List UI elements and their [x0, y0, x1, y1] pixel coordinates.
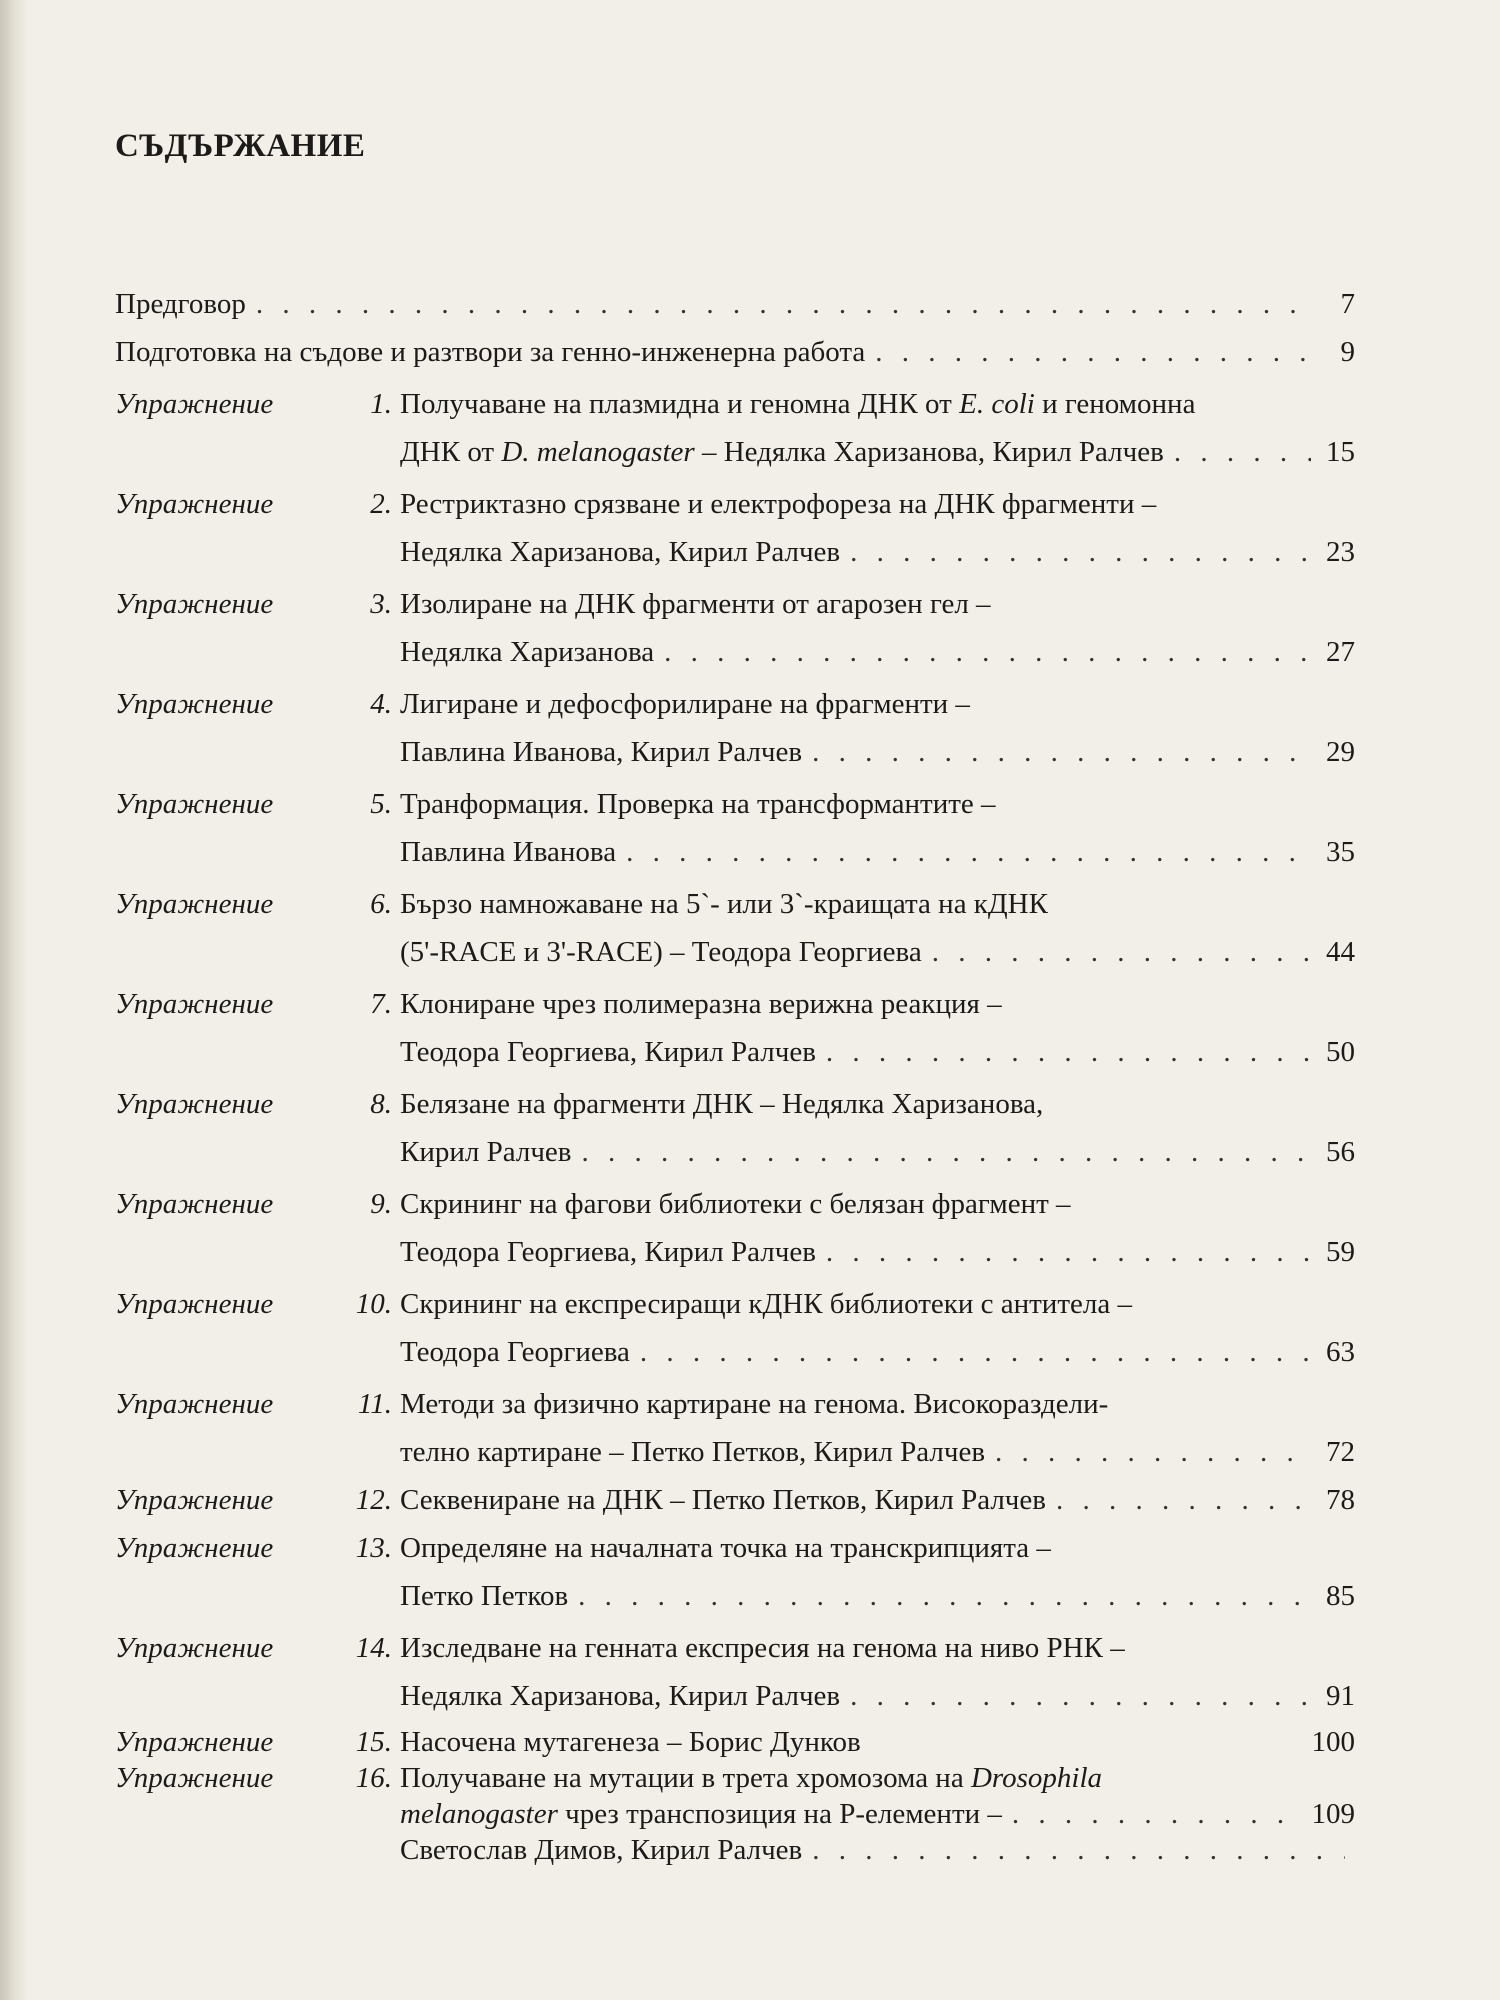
- exercise-number: 9.: [370, 1188, 392, 1220]
- exercise-label: Упражнение: [115, 1088, 274, 1120]
- leader-dots: [850, 1672, 1311, 1720]
- toc-exercise-5: [115, 780, 1355, 876]
- toc-exercise-7: [115, 980, 1355, 1076]
- title-line: Получаване на мутации в трета хромозома на Drosophila: [400, 1762, 1103, 1794]
- page-number: 63: [1326, 1336, 1355, 1368]
- toc-exercise-10: [115, 1280, 1355, 1376]
- exercise-label: Упражнение: [115, 1726, 274, 1758]
- toc-exercise-8: [115, 1080, 1355, 1176]
- title-line: Методи за физично картиране на генома. Високораздели-: [400, 1388, 1109, 1420]
- leader-dots: [581, 1128, 1311, 1176]
- title-line: Теодора Георгиева, Кирил Ралчев: [400, 1036, 816, 1068]
- exercise-number: 8.: [370, 1088, 392, 1120]
- page-number: 50: [1326, 1036, 1355, 1068]
- toc-exercise-3: [115, 580, 1355, 676]
- page-number: 44: [1326, 936, 1355, 968]
- exercise-number: 1.: [370, 388, 392, 420]
- title-line: Насочена мутагенеза – Борис Дунков: [400, 1726, 861, 1758]
- title-line: Петко Петков: [400, 1580, 569, 1612]
- exercise-number: 11.: [357, 1388, 392, 1420]
- title-line: Павлина Иванова: [400, 836, 617, 868]
- toc-exercise-15: [115, 1724, 1355, 1760]
- exercise-number: 7.: [370, 988, 392, 1020]
- page-title: СЪДЪРЖАНИЕ: [115, 128, 366, 164]
- exercise-label: Упражнение: [115, 1632, 274, 1664]
- exercise-label: Упражнение: [115, 488, 274, 520]
- title-line: Изолиране на ДНК фрагменти от агарозен гел –: [400, 588, 991, 620]
- title-line: Недялка Харизанова, Кирил Ралчев: [400, 1680, 841, 1712]
- page-number: 7: [1340, 288, 1355, 320]
- title-line: Лигиране и дефосфорилиране на фрагменти –: [400, 688, 970, 720]
- page-number: 100: [1311, 1726, 1355, 1758]
- exercise-label: Упражнение: [115, 588, 274, 620]
- exercise-number: 14.: [355, 1632, 392, 1664]
- table-of-contents: [115, 280, 1355, 1868]
- page-number: 78: [1326, 1484, 1355, 1516]
- exercise-label: Упражнение: [115, 888, 274, 920]
- title-line: Бързо намножаване на 5`- или 3`-краищата на кДНК: [400, 888, 1048, 920]
- leader-dots: [875, 328, 1311, 376]
- title-line: Павлина Иванова, Кирил Ралчев: [400, 736, 803, 768]
- exercise-number: 13.: [355, 1532, 392, 1564]
- page-number: 9: [1340, 336, 1355, 368]
- page-number: 72: [1326, 1436, 1355, 1468]
- exercise-number: 2.: [370, 488, 392, 520]
- leader-dots: [1056, 1476, 1311, 1524]
- page-number: 27: [1326, 636, 1355, 668]
- exercise-label: Упражнение: [115, 1762, 274, 1794]
- toc-exercise-1: [115, 380, 1355, 476]
- toc-exercise-11: [115, 1380, 1355, 1476]
- title-line: Теодора Георгиева, Кирил Ралчев: [400, 1236, 816, 1268]
- page-number: 15: [1326, 436, 1355, 468]
- title-line: Рестриктазно срязване и електрофореза на ДНК фрагменти –: [400, 488, 1157, 520]
- title-line: Теодора Георгиева: [400, 1336, 630, 1368]
- page-number: 85: [1326, 1580, 1355, 1612]
- toc-entry-title: Подготовка на съдове и разтвори за генно-инженерна работа: [115, 336, 866, 368]
- leader-dots: [995, 1428, 1311, 1476]
- exercise-number: 10.: [355, 1288, 392, 1320]
- toc-exercise-4: [115, 680, 1355, 776]
- title-line: Транформация. Проверка на трансформантите –: [400, 788, 996, 820]
- leader-dots: [1174, 428, 1311, 476]
- page-number: 29: [1326, 736, 1355, 768]
- title-line: Светослав Димов, Кирил Ралчев: [400, 1834, 803, 1866]
- exercise-label: Упражнение: [115, 1532, 274, 1564]
- exercise-label: Упражнение: [115, 1388, 274, 1420]
- title-line: ДНК от D. melanogaster – Недялка Харизанова, Кирил Ралчев: [400, 436, 1164, 468]
- exercise-number: 15.: [355, 1726, 392, 1758]
- exercise-number: 6.: [370, 888, 392, 920]
- leader-dots: [256, 280, 1311, 328]
- title-line: melanogaster чрез транспозиция на Р-елементи –: [400, 1798, 1002, 1830]
- exercise-number: 16.: [355, 1762, 392, 1794]
- toc-exercise-6: [115, 880, 1355, 976]
- title-line: Скрининг на фагови библиотеки с белязан фрагмент –: [400, 1188, 1071, 1220]
- title-line: Недялка Харизанова: [400, 636, 655, 668]
- toc-exercise-9: [115, 1180, 1355, 1276]
- exercise-number: 12.: [355, 1484, 392, 1516]
- page-number: 91: [1326, 1680, 1355, 1712]
- toc-entry-title: Предговор: [115, 288, 246, 320]
- exercise-label: Упражнение: [115, 988, 274, 1020]
- leader-dots: [826, 1228, 1311, 1276]
- exercise-label: Упражнение: [115, 388, 274, 420]
- title-line: (5'-RACE и 3'-RACE) – Теодора Георгиева: [400, 936, 922, 968]
- leader-dots: [578, 1572, 1311, 1620]
- title-line: Скрининг на експресиращи кДНК библиотеки с антитела –: [400, 1288, 1132, 1320]
- toc-exercise-2: [115, 480, 1355, 576]
- toc-exercise-13: [115, 1524, 1355, 1620]
- exercise-number: 3.: [370, 588, 392, 620]
- leader-dots: [812, 728, 1311, 776]
- toc-exercise-12: [115, 1476, 1355, 1524]
- exercise-number: 4.: [370, 688, 392, 720]
- exercise-number: 5.: [370, 788, 392, 820]
- exercise-label: Упражнение: [115, 688, 274, 720]
- title-line: Определяне на началната точка на транскрипцията –: [400, 1532, 1051, 1564]
- toc-exercise-14: [115, 1624, 1355, 1720]
- title-line: Клониране чрез полимеразна верижна реакция –: [400, 988, 1002, 1020]
- title-line: телно картиране – Петко Петков, Кирил Ралчев: [400, 1436, 986, 1468]
- leader-dots: [812, 1832, 1345, 1868]
- toc-entry-preface: [115, 280, 1355, 328]
- leader-dots: [664, 628, 1311, 676]
- page-number: 109: [1311, 1798, 1355, 1830]
- exercise-label: Упражнение: [115, 1484, 274, 1516]
- title-line: Изследване на генната експресия на генома на ниво РНК –: [400, 1632, 1125, 1664]
- title-line: Недялка Харизанова, Кирил Ралчев: [400, 536, 841, 568]
- exercise-label: Упражнение: [115, 1188, 274, 1220]
- title-line: Получаване на плазмидна и геномна ДНК от E. coli и геномонна: [400, 388, 1196, 420]
- exercise-label: Упражнение: [115, 788, 274, 820]
- leader-dots: [626, 828, 1311, 876]
- exercise-label: Упражнение: [115, 1288, 274, 1320]
- toc-entry-preparation: [115, 328, 1355, 376]
- title-line: Секвениране на ДНК – Петко Петков, Кирил Ралчев: [400, 1484, 1046, 1516]
- page-number: 23: [1326, 536, 1355, 568]
- page-number: 59: [1326, 1236, 1355, 1268]
- toc-exercise-16: [115, 1760, 1355, 1868]
- leader-dots: [826, 1028, 1311, 1076]
- title-line: Кирил Ралчев: [400, 1136, 572, 1168]
- page-number: 35: [1326, 836, 1355, 868]
- leader-dots: [1012, 1796, 1302, 1832]
- leader-dots: [850, 528, 1311, 576]
- title-line: Белязане на фрагменти ДНК – Недялка Харизанова,: [400, 1088, 1044, 1120]
- page-number: 56: [1326, 1136, 1355, 1168]
- page-edge-shadow: [0, 0, 28, 2000]
- leader-dots: [932, 928, 1311, 976]
- leader-dots: [640, 1328, 1311, 1376]
